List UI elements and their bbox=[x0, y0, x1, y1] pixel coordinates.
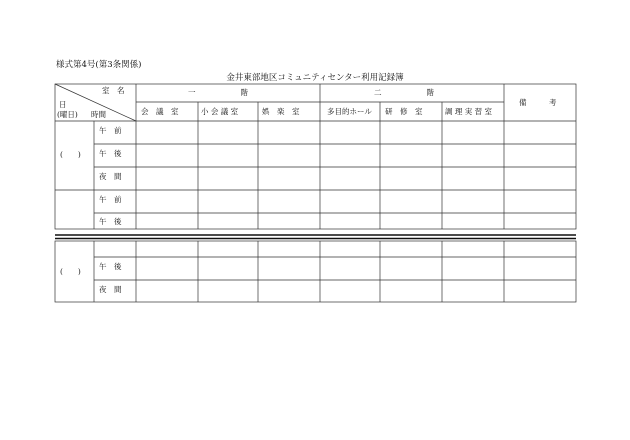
floor1-header: 一 階 bbox=[188, 88, 248, 97]
remarks-header: 備 考 bbox=[519, 98, 557, 107]
room-cooking-room: 調 理 実 習 室 bbox=[445, 107, 493, 116]
period-label: 午 後 bbox=[99, 217, 122, 226]
period-label: 午 後 bbox=[99, 262, 122, 271]
period-label: 夜 間 bbox=[99, 285, 122, 294]
time-label: 時間 bbox=[91, 110, 106, 119]
room-training-room: 研 修 室 bbox=[385, 107, 423, 116]
document-title: 金井東部地区コミュニティセンター利用記録簿 bbox=[226, 73, 404, 83]
date-cell: ( ) bbox=[60, 150, 81, 159]
form-id: 様式第4号(第3条関係) bbox=[56, 60, 142, 70]
date-cell: ( ) bbox=[60, 267, 81, 276]
room-small-meeting-room: 小 会 議 室 bbox=[201, 107, 239, 116]
period-label: 午 前 bbox=[99, 195, 122, 204]
room-multipurpose-hall: 多目的ホール bbox=[327, 107, 372, 116]
period-label: 午 後 bbox=[99, 149, 122, 158]
room-name-label: 室 名 bbox=[102, 86, 125, 95]
period-label: 午 前 bbox=[99, 126, 122, 135]
weekday-label: (曜日) bbox=[57, 110, 78, 119]
period-label: 夜 間 bbox=[99, 172, 122, 181]
room-meeting-room: 会 議 室 bbox=[141, 107, 179, 116]
room-recreation-room: 娯 楽 室 bbox=[262, 107, 300, 116]
floor2-header: 二 階 bbox=[374, 88, 434, 97]
date-label: 日 bbox=[59, 100, 67, 109]
